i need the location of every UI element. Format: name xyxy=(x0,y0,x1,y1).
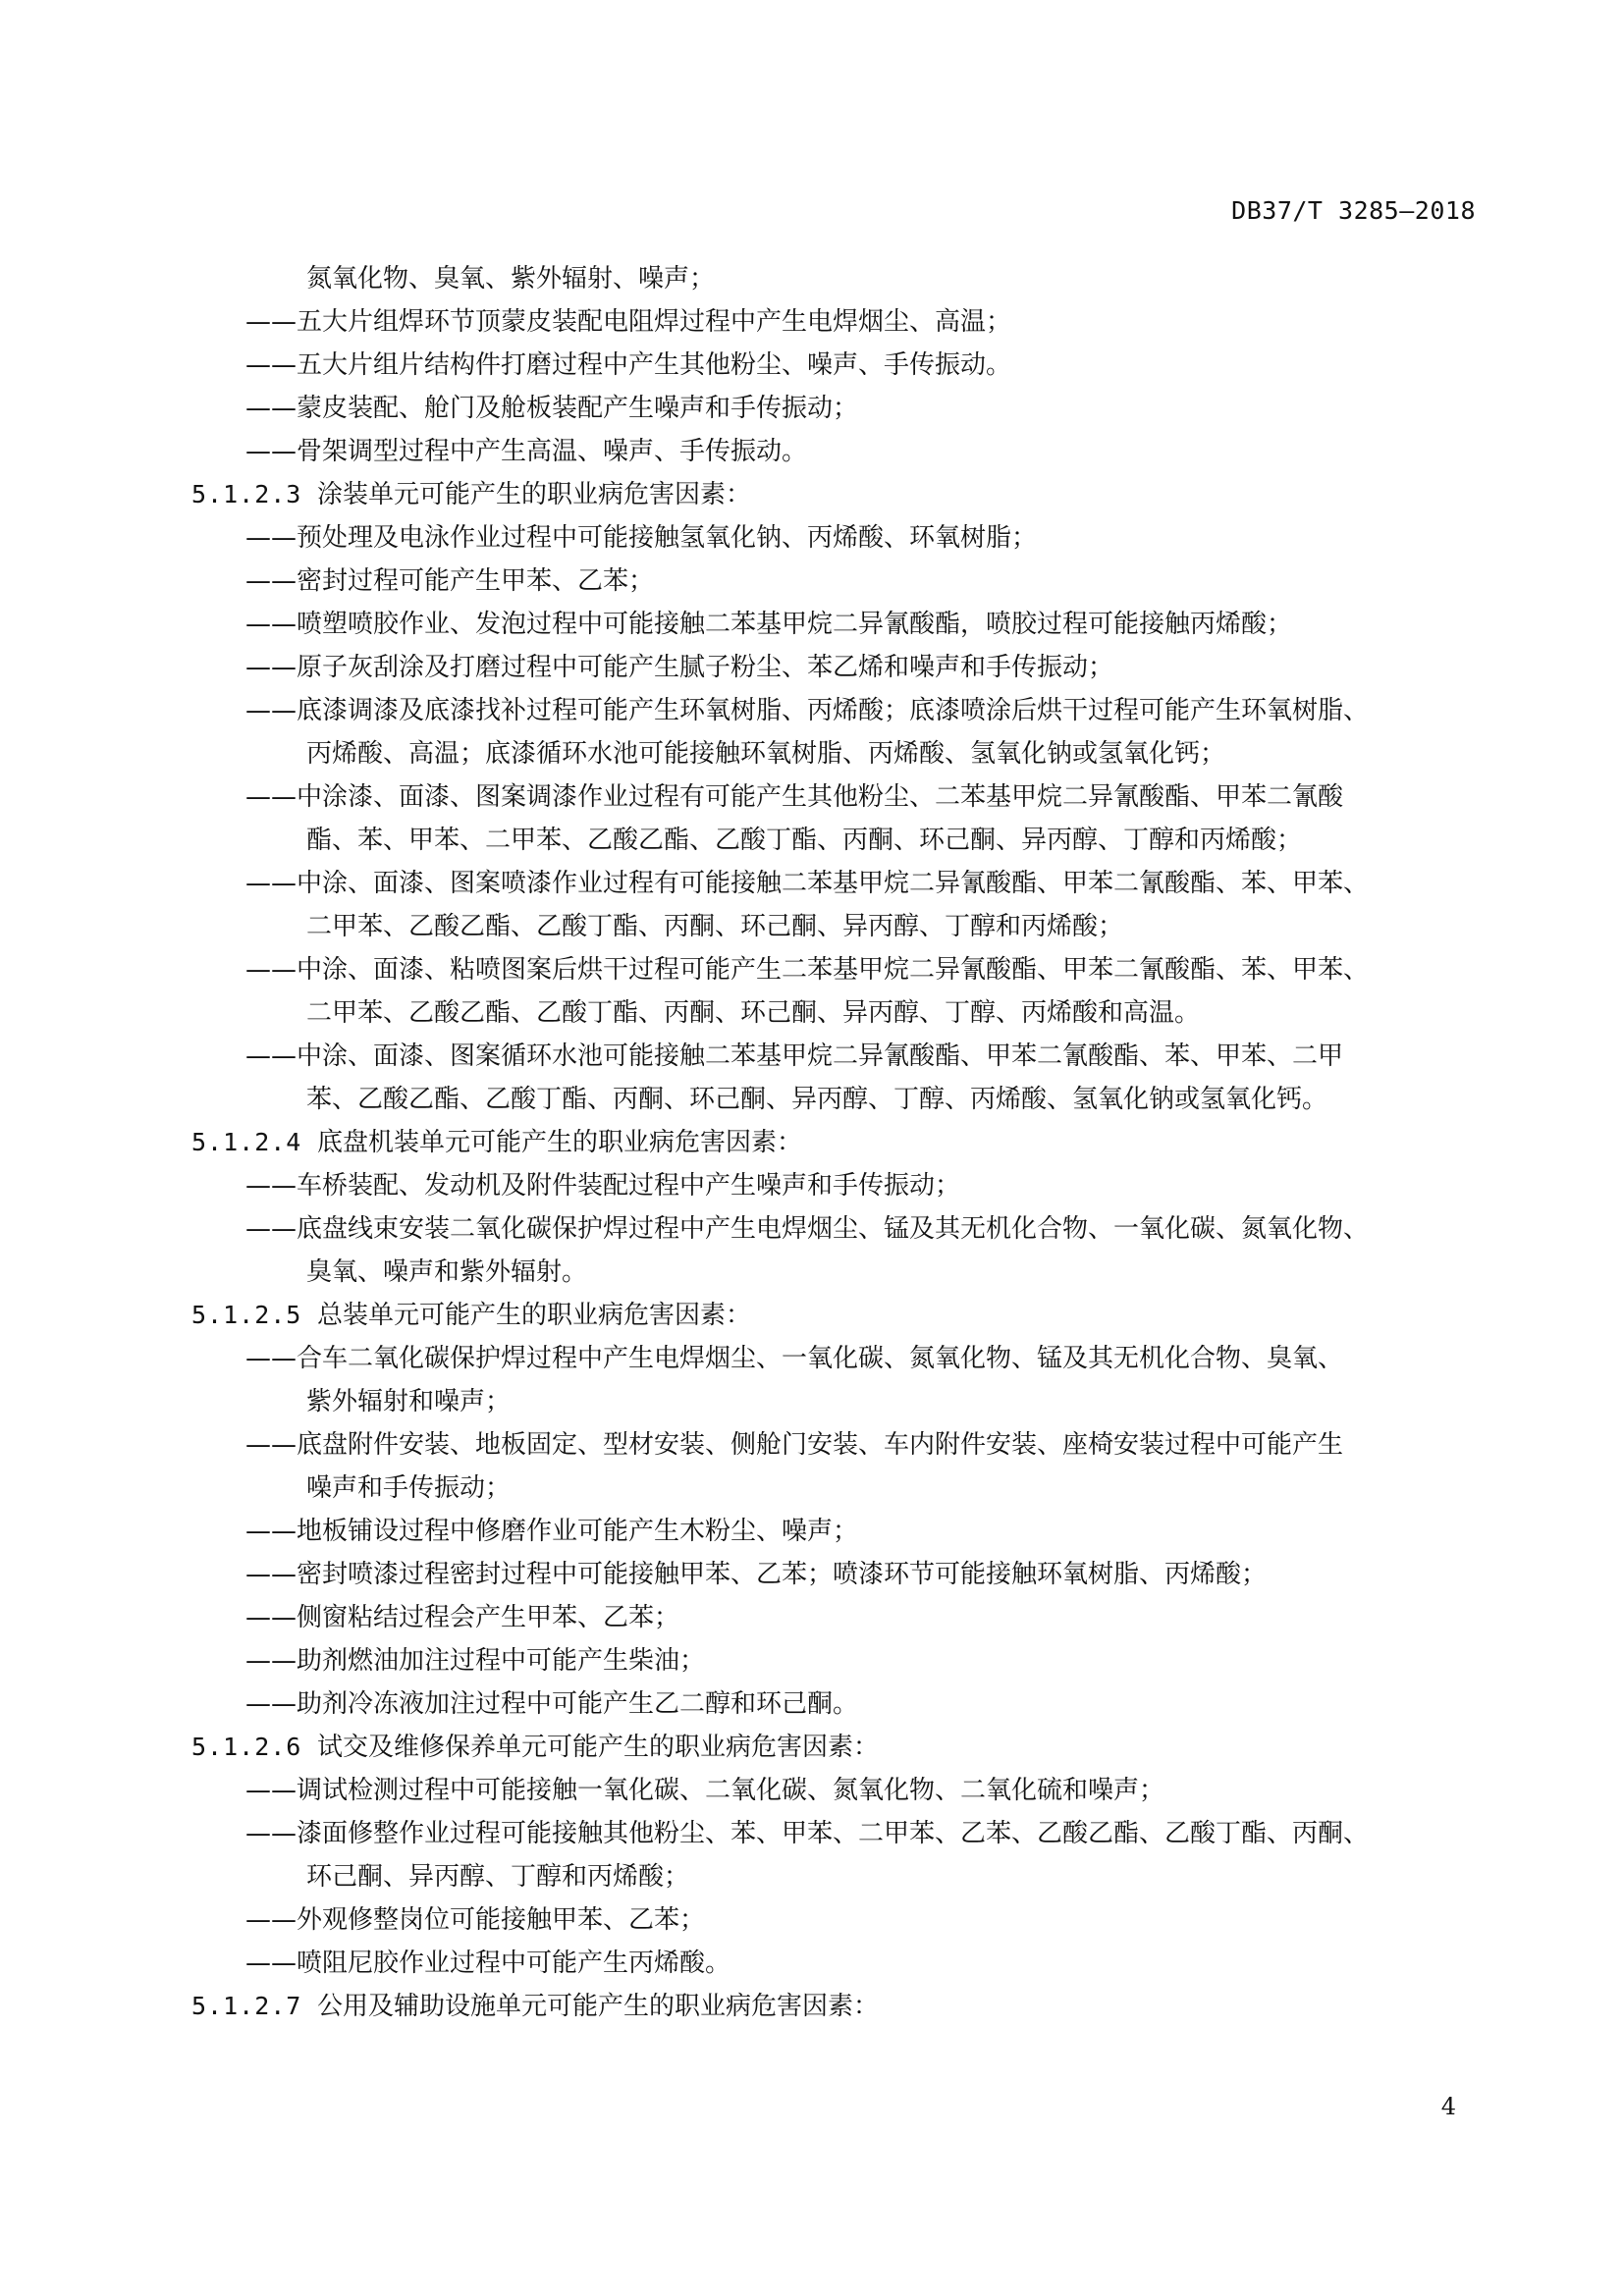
list-item: ——原子灰刮涂及打磨过程中可能产生腻子粉尘、苯乙烯和噪声和手传振动； xyxy=(245,653,1114,682)
list-item: ——密封喷漆过程密封过程中可能接触甲苯、乙苯；喷漆环节可能接触环氧树脂、丙烯酸； xyxy=(245,1560,1268,1589)
list-item: ——蒙皮装配、舱门及舱板装配产生噪声和手传振动； xyxy=(245,394,859,423)
list-item: ——五大片组焊环节顶蒙皮装配电阻焊过程中产生电焊烟尘、高温； xyxy=(245,307,1012,337)
section-heading xyxy=(0,1726,1623,1769)
list-item: ——调试检测过程中可能接触一氧化碳、二氧化碳、氮氧化物、二氧化硫和噪声； xyxy=(245,1776,1165,1805)
list-item-continuation: 紫外辐射和噪声； xyxy=(306,1387,512,1416)
list-item-continuation: 二甲苯、乙酸乙酯、乙酸丁酯、丙酮、环己酮、异丙醇、丁醇、丙烯酸和高温。 xyxy=(306,998,1201,1028)
list-item: ——骨架调型过程中产生高温、噪声、手传振动。 xyxy=(245,437,808,466)
list-item: ——中涂、面漆、粘喷图案后烘干过程可能产生二苯基甲烷二异氰酸酯、甲苯二氰酸酯、苯、甲苯、 xyxy=(245,955,1370,985)
list-item: ——中涂、面漆、图案循环水池可能接触二苯基甲烷二异氰酸酯、甲苯二氰酸酯、苯、甲苯、二甲 xyxy=(245,1041,1344,1071)
list-item: ——漆面修整作业过程可能接触其他粉尘、苯、甲苯、二甲苯、乙苯、乙酸乙酯、乙酸丁酯、丙酮、 xyxy=(245,1819,1370,1848)
list-item: ——底盘附件安装、地板固定、型材安装、侧舱门安装、车内附件安装、座椅安装过程中可能产生 xyxy=(245,1430,1344,1460)
list-item: ——喷阻尼胶作业过程中可能产生丙烯酸。 xyxy=(245,1949,731,1978)
section-heading xyxy=(0,1294,1623,1337)
list-item-continuation: 臭氧、噪声和紫外辐射。 xyxy=(306,1257,588,1287)
section-number: 5.1.2.3 xyxy=(191,480,302,508)
list-item-continuation: 环己酮、异丙醇、丁醇和丙烯酸； xyxy=(306,1862,690,1892)
list-item: ——外观修整岗位可能接触甲苯、乙苯； xyxy=(245,1905,706,1935)
document-code: DB37/T 3285—2018 xyxy=(1231,196,1476,225)
list-item: ——助剂燃油加注过程中可能产生柴油； xyxy=(245,1646,706,1676)
section-number: 5.1.2.5 xyxy=(191,1301,302,1329)
section-heading xyxy=(0,473,1623,516)
list-item: ——预处理及电泳作业过程中可能接触氢氧化钠、丙烯酸、环氧树脂； xyxy=(245,523,1038,553)
list-item: ——五大片组片结构件打磨过程中产生其他粉尘、噪声、手传振动。 xyxy=(245,350,1012,380)
list-item: ——密封过程可能产生甲苯、乙苯； xyxy=(245,566,655,596)
list-item: ——合车二氧化碳保护焊过程中产生电焊烟尘、一氧化碳、氮氧化物、锰及其无机化合物、臭氧、 xyxy=(245,1344,1344,1373)
section-title: 底盘机装单元可能产生的职业病危害因素： xyxy=(317,1128,803,1157)
section-title: 试交及维修保养单元可能产生的职业病危害因素： xyxy=(317,1733,880,1762)
document-body xyxy=(0,257,1623,2028)
list-item: ——侧窗粘结过程会产生甲苯、乙苯； xyxy=(245,1603,680,1632)
list-item-continuation: 噪声和手传振动； xyxy=(306,1473,512,1503)
list-item-continuation: 丙烯酸、高温；底漆循环水池可能接触环氧树脂、丙烯酸、氢氧化钠或氢氧化钙； xyxy=(306,739,1226,769)
list-item-continuation: 二甲苯、乙酸乙酯、乙酸丁酯、丙酮、环己酮、异丙醇、丁醇和丙烯酸； xyxy=(306,912,1124,941)
list-item-continuation: 苯、乙酸乙酯、乙酸丁酯、丙酮、环己酮、异丙醇、丁醇、丙烯酸、氢氧化钠或氢氧化钙。 xyxy=(306,1085,1328,1114)
list-item: ——底漆调漆及底漆找补过程可能产生环氧树脂、丙烯酸；底漆喷涂后烘干过程可能产生环氧树脂、 xyxy=(245,696,1370,725)
section-title: 涂装单元可能产生的职业病危害因素： xyxy=(317,480,752,509)
list-item: ——地板铺设过程中修磨作业可能产生木粉尘、噪声； xyxy=(245,1517,859,1546)
list-item: ——底盘线束安装二氧化碳保护焊过程中产生电焊烟尘、锰及其无机化合物、一氧化碳、氮氧化物、 xyxy=(245,1214,1370,1244)
section-heading xyxy=(0,1121,1623,1164)
section-number: 5.1.2.4 xyxy=(191,1128,302,1156)
section-title: 总装单元可能产生的职业病危害因素： xyxy=(317,1301,752,1330)
section-number: 5.1.2.6 xyxy=(191,1733,302,1761)
list-item: ——喷塑喷胶作业、发泡过程中可能接触二苯基甲烷二异氰酸酯，喷胶过程可能接触丙烯酸； xyxy=(245,610,1293,639)
list-item-continuation: 氮氧化物、臭氧、紫外辐射、噪声； xyxy=(306,264,716,294)
section-heading xyxy=(0,1985,1623,2028)
section-number: 5.1.2.7 xyxy=(191,1992,302,2020)
list-item: ——助剂冷冻液加注过程中可能产生乙二醇和环己酮。 xyxy=(245,1689,859,1719)
list-item-continuation: 酯、苯、甲苯、二甲苯、乙酸乙酯、乙酸丁酯、丙酮、环己酮、异丙醇、丁醇和丙烯酸； xyxy=(306,826,1303,855)
list-item: ——车桥装配、发动机及附件装配过程中产生噪声和手传振动； xyxy=(245,1171,961,1201)
list-item: ——中涂、面漆、图案喷漆作业过程有可能接触二苯基甲烷二异氰酸酯、甲苯二氰酸酯、苯、甲苯、 xyxy=(245,869,1370,898)
page-number: 4 xyxy=(1440,2093,1456,2120)
list-item: ——中涂漆、面漆、图案调漆作业过程有可能产生其他粉尘、二苯基甲烷二异氰酸酯、甲苯二氰酸 xyxy=(245,782,1344,812)
section-title: 公用及辅助设施单元可能产生的职业病危害因素： xyxy=(317,1992,880,2021)
